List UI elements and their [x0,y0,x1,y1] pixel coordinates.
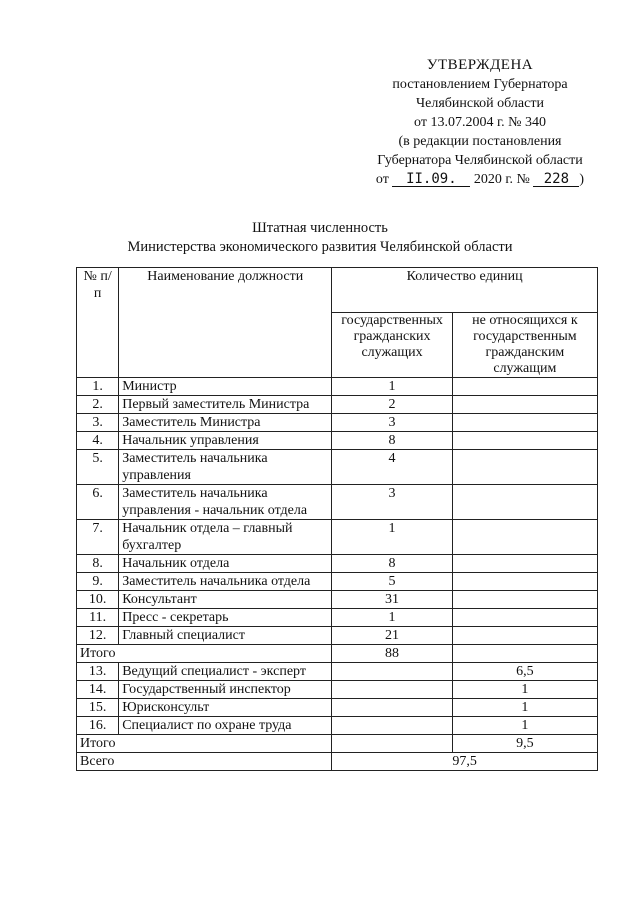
approval-block [340,56,620,189]
gov-count: 1 [332,609,452,627]
doc-number: 228 [533,172,579,187]
grand-total-label: Всего [77,753,332,771]
non-gov-count [452,450,597,485]
row-number: 1. [77,378,119,396]
position-name: Государственный инспектор [119,681,332,699]
gov-count [332,663,452,681]
subtotal-gov [332,735,452,753]
header-count: Количество единиц [332,268,598,313]
gov-count: 3 [332,485,452,520]
row-number: 2. [77,396,119,414]
table-row [77,699,598,717]
row-number: 9. [77,573,119,591]
gov-count [332,699,452,717]
gov-count: 5 [332,573,452,591]
position-name: Заместитель Министра [119,414,332,432]
position-name: Начальник отдела [119,555,332,573]
grand-total-value: 97,5 [332,753,598,771]
non-gov-count [452,396,597,414]
gov-count: 21 [332,627,452,645]
row-number: 11. [77,609,119,627]
header-non-gov: не относящихся к государственным гражданским служащим [452,313,597,378]
subtotal-row [77,735,598,753]
non-gov-count: 1 [452,717,597,735]
non-gov-count [452,414,597,432]
table-row [77,663,598,681]
approval-line-3: от 13.07.2004 г. № 340 [414,115,546,130]
gov-count: 3 [332,414,452,432]
table-row [77,555,598,573]
row-number: 7. [77,520,119,555]
gov-count [332,681,452,699]
table-row [77,717,598,735]
row-number: 6. [77,485,119,520]
non-gov-count [452,555,597,573]
non-gov-count [452,432,597,450]
subtotal-non-gov [452,645,597,663]
date-prefix: от [375,172,389,187]
non-gov-count: 1 [452,699,597,717]
table-row [77,378,598,396]
position-name: Начальник управления [119,432,332,450]
row-number: 14. [77,681,119,699]
gov-count: 4 [332,450,452,485]
table-row [77,450,598,485]
header-num: № п/п [77,268,119,378]
approval-heading: УТВЕРЖДЕНА [426,57,534,73]
row-number: 15. [77,699,119,717]
position-name: Первый заместитель Министра [119,396,332,414]
row-number: 4. [77,432,119,450]
row-number: 8. [77,555,119,573]
gov-count: 2 [332,396,452,414]
grand-total-row [77,753,598,771]
gov-count: 1 [332,378,452,396]
date-suffix: ) [579,172,585,187]
table-row [77,414,598,432]
non-gov-count [452,378,597,396]
table-row [77,681,598,699]
position-name: Начальник отдела – главный бухгалтер [119,520,332,555]
approval-line-1: постановлением Губернатора [392,77,568,92]
header-name: Наименование должности [119,268,332,378]
approval-line-5: Губернатора Челябинской области [377,153,583,168]
position-name: Пресс - секретарь [119,609,332,627]
row-number: 3. [77,414,119,432]
subtotal-row [77,645,598,663]
position-name: Заместитель начальника отдела [119,573,332,591]
position-name: Заместитель начальника управления [119,450,332,485]
non-gov-count: 6,5 [452,663,597,681]
header-gov: государственных гражданских служащих [332,313,452,378]
document-title [0,219,640,257]
non-gov-count [452,627,597,645]
table-row [77,432,598,450]
position-name: Консультант [119,591,332,609]
approval-line-2: Челябинской области [416,96,544,111]
gov-count: 1 [332,520,452,555]
table-row [77,520,598,555]
gov-count: 31 [332,591,452,609]
table-row [77,396,598,414]
subtotal-gov: 88 [332,645,452,663]
table-row [77,485,598,520]
row-number: 10. [77,591,119,609]
gov-count [332,717,452,735]
position-name: Заместитель начальника управления - начальник отдела [119,485,332,520]
non-gov-count [452,485,597,520]
position-name: Ведущий специалист - эксперт [119,663,332,681]
non-gov-count: 1 [452,681,597,699]
non-gov-count [452,520,597,555]
approval-line-4: (в редакции постановления [398,134,562,149]
subtotal-label: Итого [77,735,332,753]
row-number: 13. [77,663,119,681]
title-line-1: Штатная численность [252,220,388,236]
date-value: II.09. [392,172,470,187]
gov-count: 8 [332,432,452,450]
approval-date-line [340,170,620,189]
table-header-row [77,268,598,313]
table-row [77,591,598,609]
position-name: Министр [119,378,332,396]
non-gov-count [452,573,597,591]
position-name: Юрисконсульт [119,699,332,717]
table-row [77,609,598,627]
position-name: Главный специалист [119,627,332,645]
table-row [77,573,598,591]
subtotal-label: Итого [77,645,332,663]
row-number: 16. [77,717,119,735]
position-name: Специалист по охране труда [119,717,332,735]
title-line-2: Министерства экономического развития Челябинской области [127,239,513,255]
non-gov-count [452,609,597,627]
staff-table [76,267,598,771]
table-row [77,627,598,645]
subtotal-non-gov: 9,5 [452,735,597,753]
gov-count: 8 [332,555,452,573]
date-year: 2020 г. № [473,172,530,187]
row-number: 5. [77,450,119,485]
non-gov-count [452,591,597,609]
row-number: 12. [77,627,119,645]
